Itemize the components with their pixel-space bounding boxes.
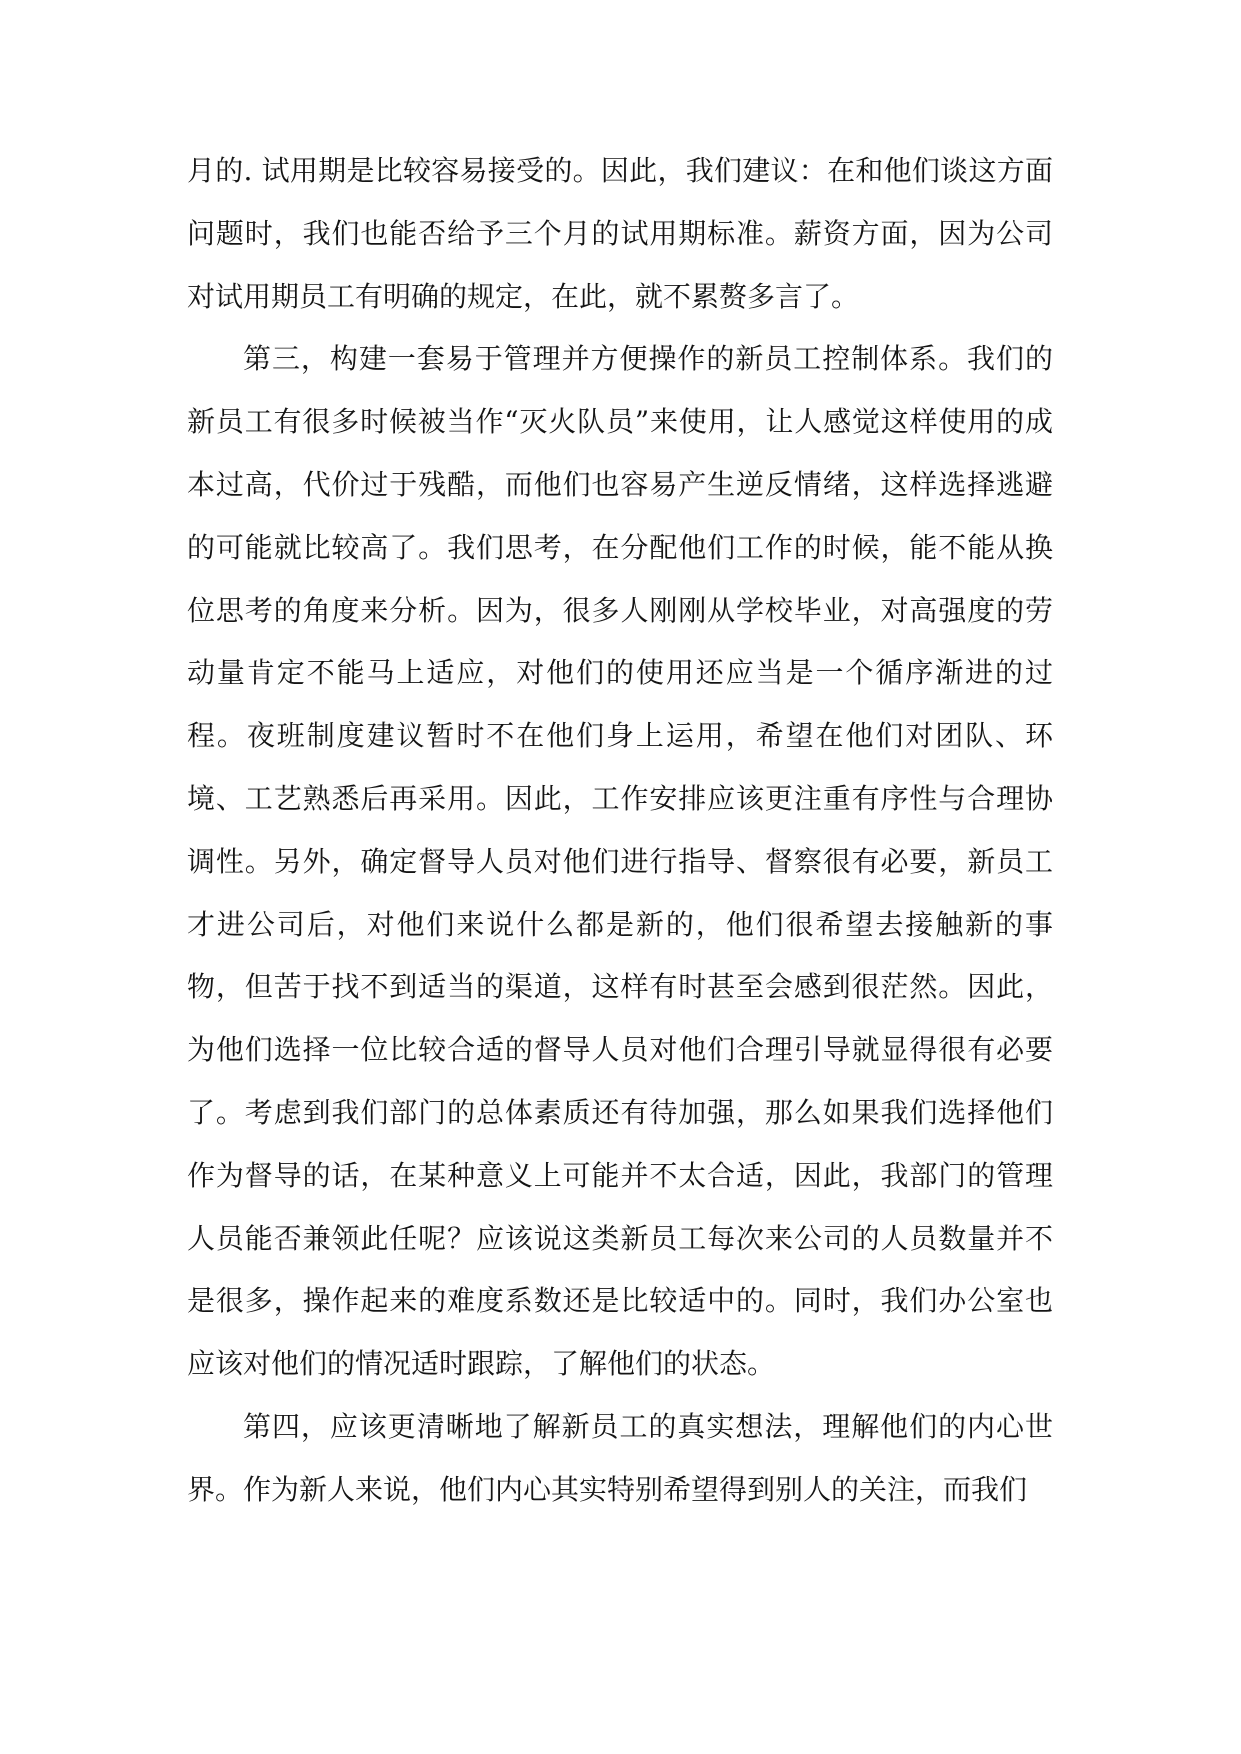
document-body [187,140,1053,1522]
paragraph-fourth-point: 第四，应该更清晰地了解新员工的真实想法，理解他们的内心世界。作为新人来说，他们内心其实特别希望得到别人的关注，而我们 [187,1409,1053,1506]
paragraph-continuation: 月的. 试用期是比较容易接受的。因此，我们建议：在和他们谈这方面问题时，我们也能否给予三个月的试用期标准。薪资方面，因为公司对试用期员工有明确的规定，在此，就不累赘多言了。 [187,154,1053,313]
paragraph-third-point: 第三，构建一套易于管理并方便操作的新员工控制体系。我们的新员工有很多时候被当作“灭火队员”来使用，让人感觉这样使用的成本过高，代价过于残酷，而他们也容易产生逆反情绪，这样选择逃避的可能就比较高了。我们思考，在分配他们工作的时候，能不能从换位思考的角度来分析。因为，很多人刚刚从学校毕业，对高强度的劳动量肯定不能马上适应，对他们的使用还应当是一个循序渐进的过程。夜班制度建议暂时不在他们身上运用，希望在他们对团队、环境、工艺熟悉后再采用。因此，工作安排应该更注重有序性与合理协调性。另外，确定督导人员对他们进行指导、督察很有必要，新员工才进公司后，对他们来说什么都是新的，他们很希望去接触新的事物，但苦于找不到适当的渠道，这样有时甚至会感到很茫然。因此，为他们选择一位比较合适的督导人员对他们合理引导就显得很有必要了。考虑到我们部门的总体素质还有待加强，那么如果我们选择他们作为督导的话，在某种意义上可能并不太合适，因此，我部门的管理人员能否兼领此任呢？应该说这类新员工每次来公司的人员数量并不是很多，操作起来的难度系数还是比较适中的。同时，我们办公室也应该对他们的情况适时跟踪，了解他们的状态。 [187,342,1053,1381]
